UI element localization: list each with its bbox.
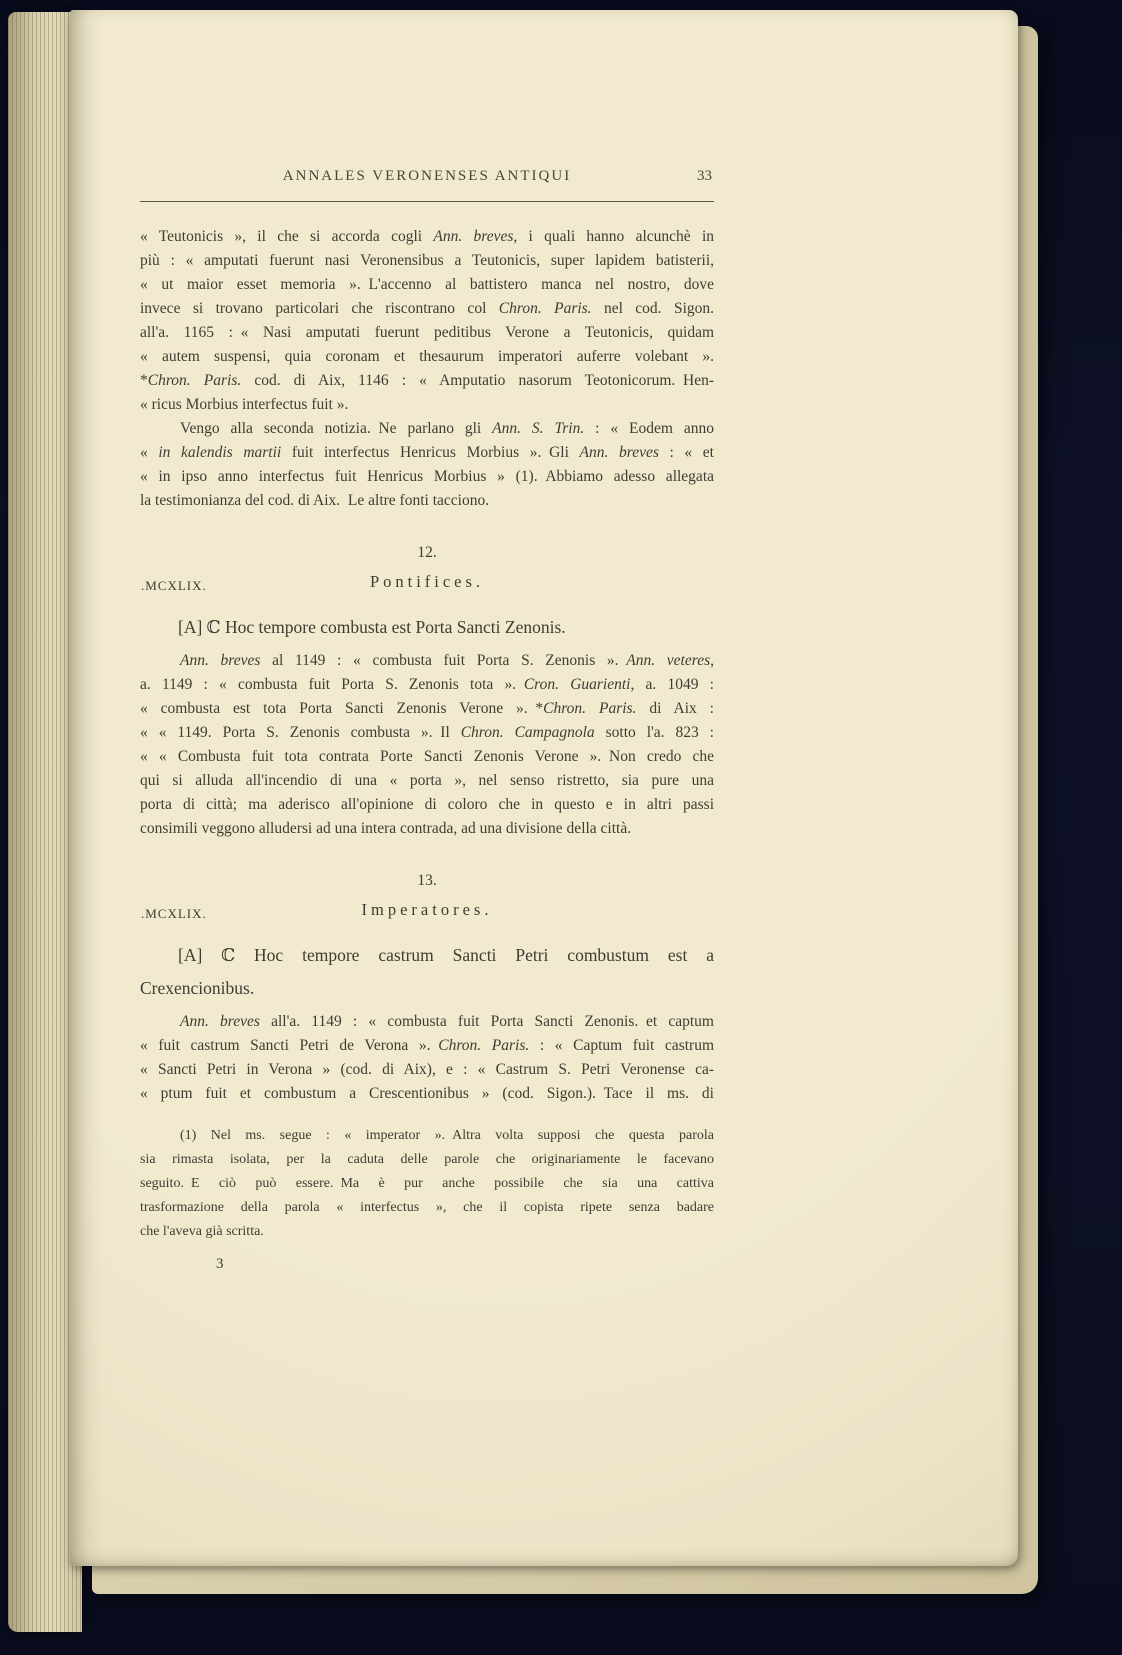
italic-citation: Ann. S. Trin. [492, 420, 585, 437]
text-run: , [710, 652, 714, 669]
text-run: « Teutonicis », il che si accorda cogli [140, 228, 434, 245]
italic-citation: Chron. Campagnola [460, 724, 595, 741]
text-run: sotto l'a. 823 : [594, 724, 714, 741]
section-heading-row [140, 898, 714, 926]
text-run: (1) Nel ms. segue : « imperator ». Altra volta supposi che questa parola [180, 1128, 714, 1143]
text-run: la testimonianza del cod. di Aix. Le altre fonti tacciono. [140, 492, 490, 509]
text-line [140, 1124, 714, 1148]
text-run: qui si alluda all'incendio di una « porta », nel senso ristretto, sia pure una [140, 772, 714, 789]
text-run: a. 1149 : « combusta fuit Porta S. Zenonis tota ». [140, 676, 524, 693]
italic-citation: Chron. Paris. [147, 372, 242, 389]
text-run: [A] ℂ Hoc tempore castrum Sancti Petri combustum est a [178, 945, 714, 965]
text-run: fuit interfectus Henricus Morbius ». Gli [281, 444, 580, 461]
signature-mark: 3 [216, 1256, 224, 1272]
text-run: , a. 1049 : [630, 676, 714, 693]
text-run: « ut maior esset memoria ». L'accenno al battistero manca nel nostro, dove [140, 276, 714, 293]
text-line [140, 369, 714, 393]
section-heading-row [140, 570, 714, 598]
italic-citation: in kalendis martii [158, 444, 282, 461]
page-title: ANNALES VERONENSES ANTIQUI [282, 168, 572, 184]
footnote [140, 1124, 714, 1244]
lemma-entry [140, 939, 714, 1005]
text-line [140, 465, 714, 489]
text-run: di Aix : [636, 700, 714, 717]
text-line [140, 417, 714, 441]
text-run: : « Eodem anno [584, 420, 714, 437]
text-run: « [140, 444, 159, 461]
text-line [140, 972, 714, 1005]
text-line [140, 345, 714, 369]
text-run: Crexencionibus. [140, 978, 255, 998]
text-run: : « Captum fuit castrum [529, 1037, 714, 1054]
text-line [140, 225, 714, 249]
text-line [140, 611, 714, 644]
text-run: : « et [658, 444, 714, 461]
section-heading: Pontifices. [369, 572, 485, 591]
text-line [140, 769, 714, 793]
italic-citation: Ann. breves [180, 652, 261, 669]
lemma-entry [140, 611, 714, 644]
text-run: * [140, 372, 148, 389]
running-head [140, 168, 714, 192]
text-line [140, 1034, 714, 1058]
text-line [140, 321, 714, 345]
text-run: « autem suspensi, quia coronam et thesaurum imperatori auferre volebant ». [140, 348, 714, 365]
text-run: « in ipso anno interfectus fuit Henricus Morbius » (1). Abbiamo adesso allegata [140, 468, 714, 485]
text-line [140, 1172, 714, 1196]
text-line [140, 1058, 714, 1082]
italic-citation: Ann. breves [579, 444, 659, 461]
text-run: consimili veggono alludersi ad una intera contrada, ad una divisione della città. [140, 820, 632, 837]
italic-citation: Ann. veteres [626, 652, 711, 669]
text-run: cod. di Aix, 1146 : « Amputatio nasorum Teotonicorum. Hen- [241, 372, 714, 389]
text-run: « fuit castrum Sancti Petri de Verona ». [140, 1037, 439, 1054]
text-run: « ptum fuit et combustum a Crescentionibus » (cod. Sigon.). Tace il ms. di [140, 1085, 714, 1102]
margin-year-label: .MCXLIX. [141, 906, 207, 921]
text-line [140, 673, 714, 697]
text-column [140, 168, 714, 1276]
paragraph [140, 1010, 714, 1106]
text-line [140, 649, 714, 673]
text-line [140, 721, 714, 745]
paragraph [140, 225, 714, 417]
text-line [140, 939, 714, 972]
text-run: più : « amputati fuerunt nasi Veronensibus a Teutonicis, super lapidem batisterii, [140, 252, 714, 269]
paragraph [140, 417, 714, 513]
text-run: « ricus Morbius interfectus fuit ». [140, 396, 349, 413]
text-line [140, 273, 714, 297]
text-line [140, 1148, 714, 1172]
text-run: [A] ℂ Hoc tempore combusta est Porta Sancti Zenonis. [178, 617, 566, 637]
text-line [140, 1082, 714, 1106]
text-line [140, 441, 714, 465]
text-run: sia rimasta isolata, per la caduta delle parole che originariamente le facevano [140, 1152, 714, 1167]
text-run: nel cod. Sigon. [591, 300, 714, 317]
text-run: seguito. E ciò può essere. Ma è pur anche possibile che sia una cattiva [140, 1176, 714, 1191]
text-line [140, 489, 714, 513]
text-line [140, 393, 714, 417]
paragraph [140, 649, 714, 841]
italic-citation: Chron. Paris. [438, 1037, 530, 1054]
text-run: al 1149 : « combusta fuit Porta S. Zenonis ». [260, 652, 627, 669]
italic-citation: Ann. breves [180, 1013, 260, 1030]
text-line [140, 793, 714, 817]
text-line [140, 249, 714, 273]
page-number: 33 [697, 168, 712, 184]
text-run: « « 1149. Porta S. Zenonis combusta ». Il [140, 724, 461, 741]
text-line [140, 1010, 714, 1034]
italic-citation: Chron. Paris. [543, 700, 637, 717]
text-run: all'a. 1165 : « Nasi amputati fuerunt peditibus Verone a Teutonicis, quidam [140, 324, 714, 341]
section-heading: Imperatores. [361, 900, 493, 919]
section-number: 13. [417, 872, 437, 889]
book-page [70, 10, 1018, 1566]
italic-citation: Cron. Guarienti [523, 676, 631, 693]
section-number: 12. [417, 544, 437, 561]
text-line [140, 697, 714, 721]
text-run: invece si trovano particolari che riscontrano col [140, 300, 499, 317]
text-line [140, 745, 714, 769]
text-run: , i quali hanno alcunchè in [513, 228, 715, 245]
text-line [140, 1220, 714, 1244]
italic-citation: Ann. breves [433, 228, 514, 245]
text-run: Vengo alla seconda notizia. Ne parlano gli [180, 420, 493, 437]
text-line [140, 1196, 714, 1220]
text-run: « combusta est tota Porta Sancti Zenonis Verone ». * [140, 700, 544, 717]
text-run: trasformazione della parola « interfectus », che il copista ripete senza badare [140, 1200, 714, 1215]
text-run: che l'aveva già scritta. [140, 1224, 264, 1239]
text-run: « « Combusta fuit tota contrata Porte Sancti Zenonis Verone ». Non credo che [140, 748, 714, 765]
text-run: porta di città; ma aderisco all'opinione di coloro che in questo e in altri passi [140, 796, 714, 813]
italic-citation: Chron. Paris. [498, 300, 592, 317]
page-content [140, 202, 714, 1276]
text-line [140, 297, 714, 321]
margin-year-label: .MCXLIX. [141, 578, 207, 593]
text-line [140, 817, 714, 841]
text-run: all'a. 1149 : « combusta fuit Porta Sancti Zenonis. et captum [259, 1013, 714, 1030]
text-run: « Sancti Petri in Verona » (cod. di Aix), e : « Castrum S. Petri Veronense ca- [140, 1061, 714, 1078]
